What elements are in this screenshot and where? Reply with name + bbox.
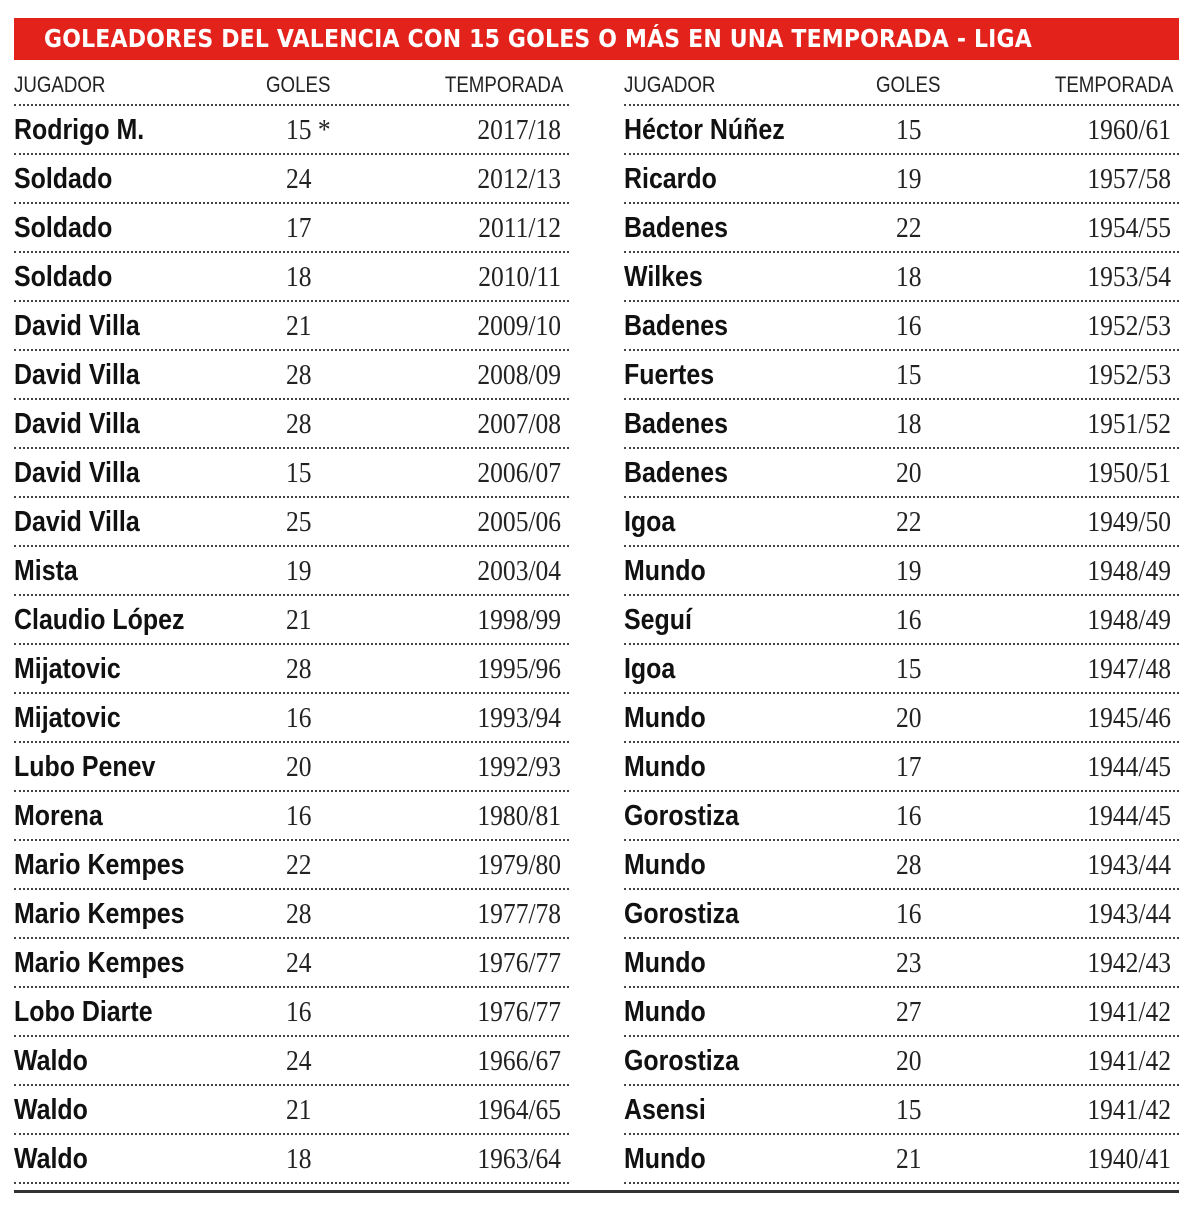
goals-value: 15	[896, 1094, 922, 1126]
table-row	[624, 792, 1179, 841]
season-value: 1979/80	[477, 849, 561, 881]
season-value: 2012/13	[477, 163, 561, 195]
goals-value: 25	[286, 506, 312, 538]
goals-value: 16	[896, 310, 922, 342]
goals-value: 15	[896, 114, 922, 146]
table-row	[14, 792, 569, 841]
table-row	[624, 498, 1179, 547]
table-row	[14, 449, 569, 498]
player-name: David Villa	[14, 457, 140, 489]
season-value: 1948/49	[1087, 555, 1171, 587]
goals-value: 20	[896, 457, 922, 489]
player-name: Badenes	[624, 310, 728, 342]
column-header-player: JUGADOR	[624, 72, 716, 97]
player-name: Mundo	[624, 1143, 706, 1175]
player-name: Mario Kempes	[14, 947, 185, 979]
season-value: 2010/11	[478, 261, 561, 293]
season-value: 1950/51	[1087, 457, 1171, 489]
player-name: Mundo	[624, 751, 706, 783]
season-value: 2011/12	[478, 212, 561, 244]
table-row	[624, 645, 1179, 694]
player-name: Mista	[14, 555, 78, 587]
table-row	[624, 1037, 1179, 1086]
table-row	[14, 743, 569, 792]
season-value: 1964/65	[477, 1094, 561, 1126]
season-value: 1954/55	[1087, 212, 1171, 244]
player-name: Soldado	[14, 261, 113, 293]
player-name: Lobo Diarte	[14, 996, 153, 1028]
goals-value: 28	[286, 359, 312, 391]
player-name: Gorostiza	[624, 898, 740, 930]
player-name: Mundo	[624, 702, 706, 734]
player-name: Mario Kempes	[14, 849, 185, 881]
player-name: Gorostiza	[624, 1045, 740, 1077]
season-value: 1957/58	[1087, 163, 1171, 195]
goals-value: 19	[896, 555, 922, 587]
player-name: Mundo	[624, 555, 706, 587]
season-value: 2005/06	[477, 506, 561, 538]
season-value: 1949/50	[1087, 506, 1171, 538]
player-name: Asensi	[624, 1094, 706, 1126]
table-row	[14, 498, 569, 547]
table-row	[14, 253, 569, 302]
goals-value: 28	[286, 898, 312, 930]
column-header-goals: GOLES	[876, 72, 941, 97]
column-header-season: TEMPORADA	[444, 72, 563, 97]
goals-value: 16	[286, 996, 312, 1028]
goals-value: 15	[896, 653, 922, 685]
table-row	[14, 547, 569, 596]
season-value: 1943/44	[1087, 849, 1171, 881]
player-name: Soldado	[14, 212, 113, 244]
goals-value: 27	[896, 996, 922, 1028]
goals-value: 22	[286, 849, 312, 881]
goals-value: 28	[286, 408, 312, 440]
goals-value: 21	[286, 310, 312, 342]
goals-value: 19	[286, 555, 312, 587]
table-header	[624, 66, 1179, 106]
goals-value: 20	[896, 702, 922, 734]
player-name: Héctor Núñez	[624, 114, 785, 146]
season-value: 1980/81	[477, 800, 561, 832]
table-row	[624, 1135, 1179, 1184]
player-name: David Villa	[14, 310, 140, 342]
player-name: Waldo	[14, 1045, 88, 1077]
goals-value: 22	[896, 212, 922, 244]
table-row	[624, 155, 1179, 204]
goals-value: 21	[896, 1143, 922, 1175]
player-name: Badenes	[624, 457, 728, 489]
player-name: Badenes	[624, 408, 728, 440]
season-value: 1943/44	[1087, 898, 1171, 930]
goals-value: 24	[286, 1045, 312, 1077]
season-value: 1976/77	[477, 996, 561, 1028]
season-value: 1941/42	[1087, 996, 1171, 1028]
scorers-table-left	[14, 66, 569, 1184]
player-name: Mundo	[624, 947, 706, 979]
player-name: Mario Kempes	[14, 898, 185, 930]
table-row	[624, 547, 1179, 596]
player-name: Soldado	[14, 163, 113, 195]
player-name: Fuertes	[624, 359, 715, 391]
player-name: David Villa	[14, 506, 140, 538]
season-value: 1947/48	[1087, 653, 1171, 685]
player-name: Morena	[14, 800, 103, 832]
goals-value: 15	[286, 457, 312, 489]
player-name: Igoa	[624, 653, 676, 685]
table-row	[14, 890, 569, 939]
season-value: 2008/09	[477, 359, 561, 391]
column-header-player: JUGADOR	[14, 72, 106, 97]
table-row	[14, 988, 569, 1037]
table-row	[624, 106, 1179, 155]
player-name: Lubo Penev	[14, 751, 156, 783]
goals-value: 18	[286, 261, 312, 293]
season-value: 1948/49	[1087, 604, 1171, 636]
season-value: 1998/99	[477, 604, 561, 636]
table-row	[14, 302, 569, 351]
table-row	[14, 204, 569, 253]
goals-value: 24	[286, 947, 312, 979]
goals-value: 21	[286, 604, 312, 636]
season-value: 1952/53	[1087, 310, 1171, 342]
table-row	[624, 743, 1179, 792]
goals-value: 23	[896, 947, 922, 979]
table-row	[624, 939, 1179, 988]
player-name: Ricardo	[624, 163, 717, 195]
goals-value: 15	[896, 359, 922, 391]
season-value: 1976/77	[477, 947, 561, 979]
goals-value: 24	[286, 163, 312, 195]
season-value: 1977/78	[477, 898, 561, 930]
season-value: 1995/96	[477, 653, 561, 685]
goals-value: 18	[286, 1143, 312, 1175]
player-name: Igoa	[624, 506, 676, 538]
goals-value: 21	[286, 1094, 312, 1126]
table-row	[14, 351, 569, 400]
table-row	[624, 988, 1179, 1037]
table-row	[624, 253, 1179, 302]
table-row	[14, 841, 569, 890]
season-value: 1951/52	[1087, 408, 1171, 440]
season-value: 1966/67	[477, 1045, 561, 1077]
goals-value: 15 *	[286, 114, 331, 146]
table-body	[14, 106, 569, 1184]
season-value: 1944/45	[1087, 751, 1171, 783]
player-name: Mijatovic	[14, 702, 121, 734]
goals-value: 19	[896, 163, 922, 195]
goals-value: 18	[896, 261, 922, 293]
table-row	[14, 939, 569, 988]
bottom-rule	[14, 1190, 1179, 1193]
page-title: GOLEADORES DEL VALENCIA CON 15 GOLES O MÁS EN UNA TEMPORADA - LIGA	[44, 24, 1032, 53]
table-row	[624, 204, 1179, 253]
table-row	[624, 302, 1179, 351]
season-value: 1942/43	[1087, 947, 1171, 979]
table-header	[14, 66, 569, 106]
table-row	[624, 841, 1179, 890]
goals-value: 28	[286, 653, 312, 685]
goals-value: 16	[896, 604, 922, 636]
goals-value: 18	[896, 408, 922, 440]
table-row	[14, 1037, 569, 1086]
table-row	[14, 1135, 569, 1184]
goals-value: 20	[896, 1045, 922, 1077]
goals-value: 16	[896, 898, 922, 930]
table-row	[14, 596, 569, 645]
table-row	[624, 449, 1179, 498]
goals-value: 16	[286, 800, 312, 832]
goals-value: 17	[896, 751, 922, 783]
season-value: 1992/93	[477, 751, 561, 783]
season-value: 2009/10	[477, 310, 561, 342]
season-value: 1941/42	[1087, 1045, 1171, 1077]
player-name: Mijatovic	[14, 653, 121, 685]
season-value: 1952/53	[1087, 359, 1171, 391]
table-row	[14, 400, 569, 449]
player-name: Claudio López	[14, 604, 185, 636]
player-name: Seguí	[624, 604, 692, 636]
player-name: Mundo	[624, 849, 706, 881]
season-value: 2007/08	[477, 408, 561, 440]
player-name: Badenes	[624, 212, 728, 244]
player-name: David Villa	[14, 408, 140, 440]
season-value: 1940/41	[1087, 1143, 1171, 1175]
player-name: Gorostiza	[624, 800, 740, 832]
season-value: 2003/04	[477, 555, 561, 587]
table-row	[14, 155, 569, 204]
season-value: 2006/07	[477, 457, 561, 489]
table-row	[624, 400, 1179, 449]
season-value: 2017/18	[477, 114, 561, 146]
table-body	[624, 106, 1179, 1184]
season-value: 1953/54	[1087, 261, 1171, 293]
goals-value: 16	[286, 702, 312, 734]
table-row	[14, 694, 569, 743]
goals-value: 22	[896, 506, 922, 538]
column-header-season: TEMPORADA	[1054, 72, 1173, 97]
table-row	[624, 890, 1179, 939]
season-value: 1944/45	[1087, 800, 1171, 832]
season-value: 1960/61	[1087, 114, 1171, 146]
table-row	[624, 351, 1179, 400]
season-value: 1963/64	[477, 1143, 561, 1175]
table-row	[14, 1086, 569, 1135]
player-name: Rodrigo M.	[14, 114, 145, 146]
player-name: Mundo	[624, 996, 706, 1028]
goals-value: 16	[896, 800, 922, 832]
table-row	[624, 694, 1179, 743]
table-row	[624, 1086, 1179, 1135]
player-name: Waldo	[14, 1143, 88, 1175]
season-value: 1945/46	[1087, 702, 1171, 734]
player-name: David Villa	[14, 359, 140, 391]
player-name: Waldo	[14, 1094, 88, 1126]
season-value: 1941/42	[1087, 1094, 1171, 1126]
goals-value: 17	[286, 212, 312, 244]
title-banner	[14, 18, 1179, 60]
goals-value: 20	[286, 751, 312, 783]
scorers-table-right	[624, 66, 1179, 1184]
column-header-goals: GOLES	[266, 72, 331, 97]
player-name: Wilkes	[624, 261, 703, 293]
season-value: 1993/94	[477, 702, 561, 734]
table-row	[624, 596, 1179, 645]
table-row	[14, 645, 569, 694]
table-row	[14, 106, 569, 155]
goals-value: 28	[896, 849, 922, 881]
